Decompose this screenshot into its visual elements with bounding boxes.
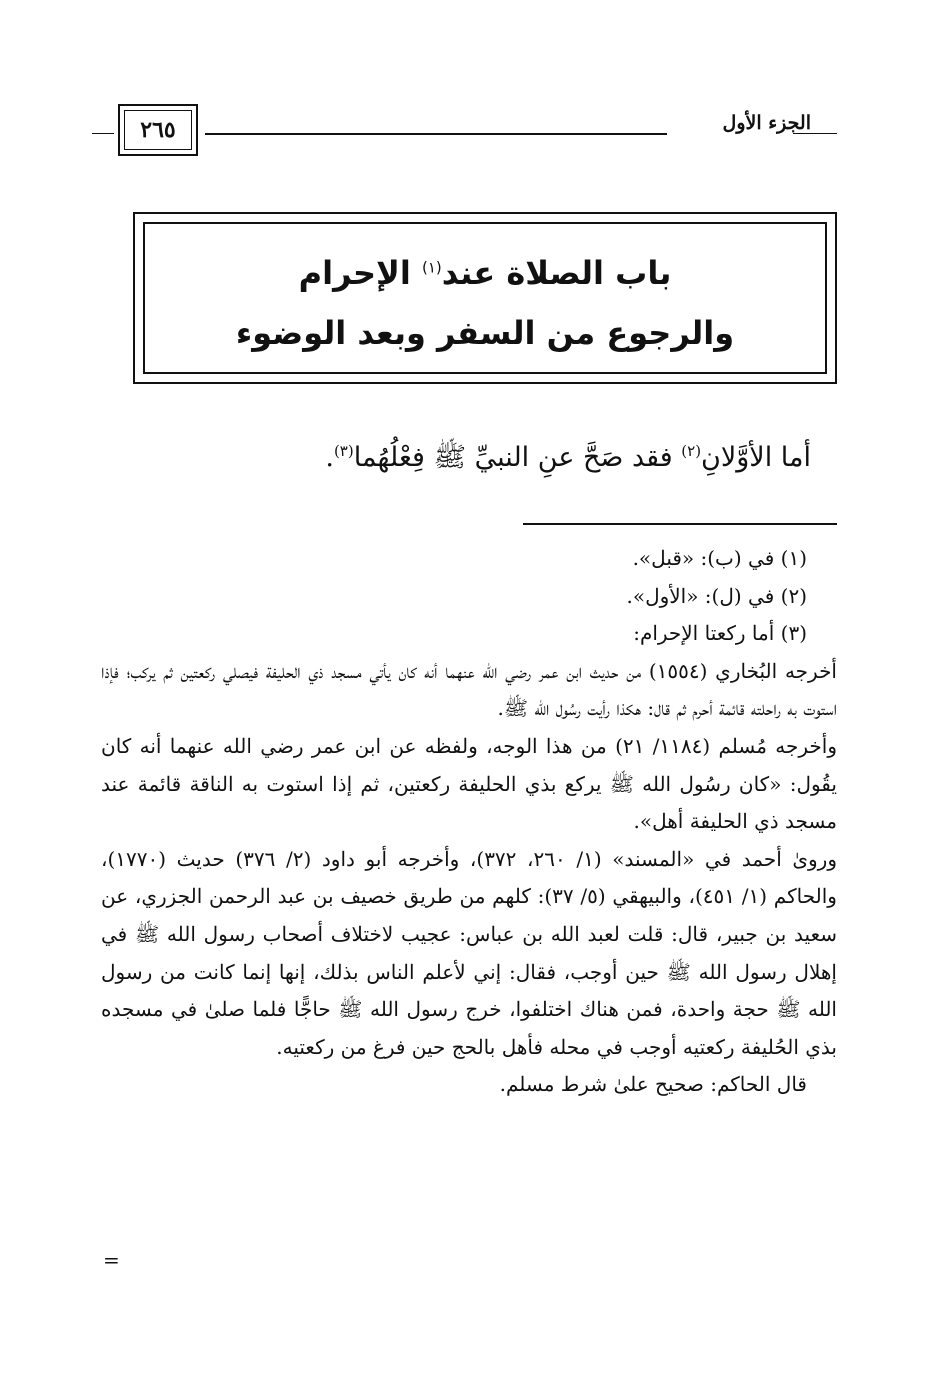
chapter-title-frame xyxy=(133,212,837,384)
footnote-1: (١) في (ب): «قبل». xyxy=(632,546,807,570)
body-text-part-1: أما الأوَّلانِ xyxy=(701,442,811,473)
footnote-3-ahmad: وروىٰ أحمد في «المسند» (١/ ٢٦٠، ٣٧٢)، وأخرجه أبو داود (٢/ ٣٧٦) حديث (١٧٧٠)، والحاكم (١/ ٤٥١)، والبيهقي (٥/ ٣٧): كلهم من طريق خصيف بن عبد الرحمن الجزري، عن سعيد بن جبير، قال: قلت لعبد الله بن عباس: عجيب لاختلاف أصحاب رسول الله ﷺ في إهلال رسول الله ﷺ حين أوجب، فقال: إني لأعلم الناس بذلك، إنها إنما كانت من رسول الله ﷺ حجة واحدة، فمن هناك اختلفوا، خرج رسول الله ﷺ حاجًّا فلما صلىٰ في مسجده بذي الحُليفة ركعتيه أوجب في محله فأهل بالحج حين فرغ من ركعتيه. xyxy=(101,846,838,1059)
chapter-title-line-2: والرجوع من السفر وبعد الوضوء xyxy=(235,314,735,352)
continuation-mark: = xyxy=(103,1248,120,1272)
footnotes xyxy=(101,540,837,1104)
chapter-title-part-a: باب الصلاة عند xyxy=(441,254,672,292)
body-text-part-3: . xyxy=(325,442,334,473)
footnote-ref-3: (٣) xyxy=(333,442,354,460)
page-number-frame xyxy=(118,104,198,156)
header-rule-middle xyxy=(205,133,667,135)
footnote-3-hakim: قال الحاكم: صحيح علىٰ شرط مسلم. xyxy=(499,1072,807,1097)
footnote-separator xyxy=(523,523,837,525)
chapter-title-line-1 xyxy=(135,254,835,292)
header-rule-left xyxy=(92,133,114,134)
page-number: ٢٦٥ xyxy=(140,117,176,143)
chapter-title-part-b: الإحرام xyxy=(298,254,422,292)
body-paragraph xyxy=(121,440,811,480)
footnote-ref-2: (٢) xyxy=(681,442,702,460)
footnote-3-bukhari: أخرجه البُخاري (١٥٥٤) من حديث ابن عمر رضي الله عنهما أنه كان يأتي مسجد ذي الحليفة فيصلي ركعتين ثم يركب؛ فإذا استوت به راحلته قائمة أحرم ثم قال: هكذا رأيت رسُول الله ﷺ. xyxy=(101,658,837,721)
footnote-3-heading: (٣) أما ركعتا الإحرام: xyxy=(633,621,807,646)
footnote-3-muslim: وأخرجه مُسلم (١١٨٤/ ٢١) من هذا الوجه، ولفظه عن ابن عمر رضي الله عنهما أنه كان يقُول: «كان رسُول الله ﷺ يركع بذي الحليفة ركعتين، ثم إذا استوت به الناقة قائمة عند مسجد ذي الحليفة أهل». xyxy=(101,733,837,834)
footnote-ref-1: (١) xyxy=(421,258,442,277)
footnote-2: (٢) في (ل): «الأول». xyxy=(626,583,807,608)
body-text-part-2: فقد صَحَّ عنِ النبيِّ ﷺ فِعْلُهُما xyxy=(353,442,682,473)
running-title: الجزء الأول xyxy=(722,112,811,134)
